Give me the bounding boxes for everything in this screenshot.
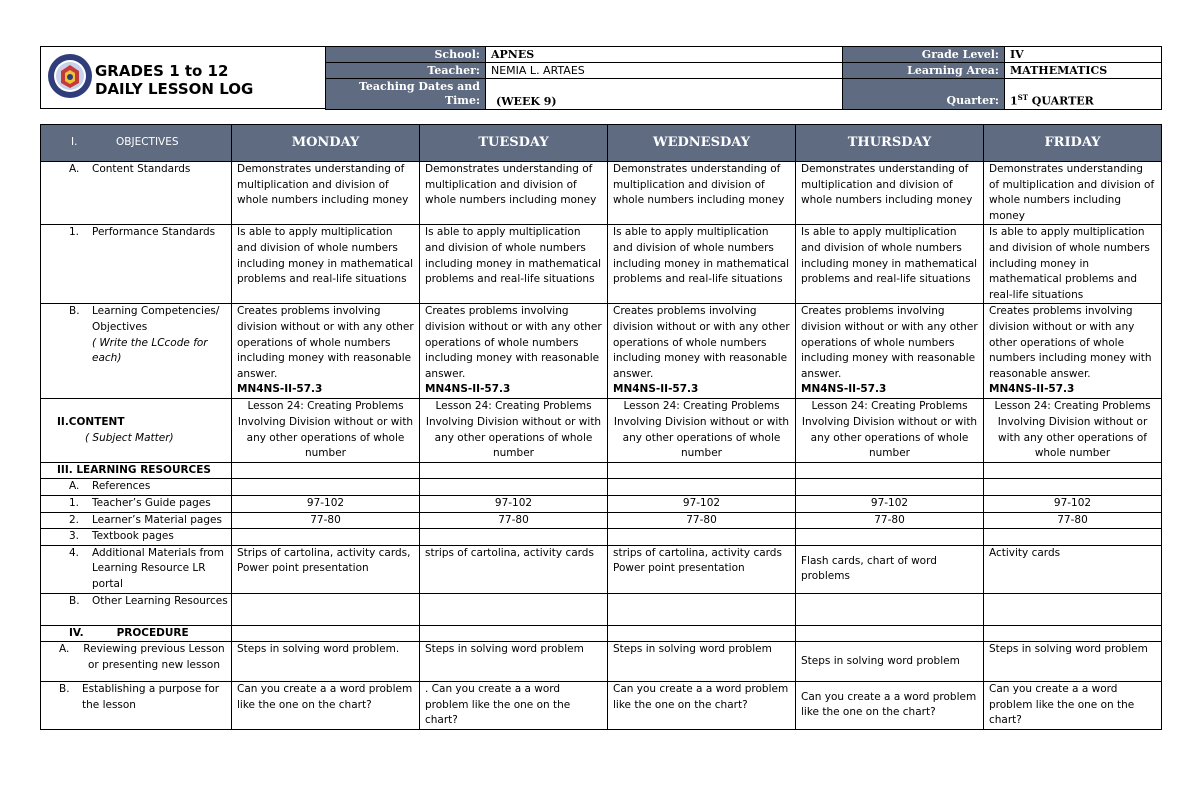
table-cell: Lesson 24: Creating Problems Involving Division without or with any other operations of whole number bbox=[796, 399, 984, 462]
reviewing-row bbox=[41, 642, 1162, 682]
competency-text: Creates problems involving division without or with any other operations of whole numbers including money with reasonable answer. bbox=[989, 305, 1152, 380]
table-cell bbox=[608, 462, 796, 479]
row-index: A. bbox=[69, 480, 80, 493]
table-cell: Steps in solving word problem. bbox=[232, 642, 420, 682]
other-resources-label bbox=[41, 593, 232, 625]
references-label bbox=[41, 479, 232, 496]
table-cell: Demonstrates understanding of multiplication and division of whole numbers including money bbox=[984, 162, 1162, 225]
table-cell bbox=[608, 529, 796, 546]
row-label: References bbox=[92, 480, 151, 493]
reviewing-label bbox=[41, 642, 232, 682]
table-cell: 97-102 bbox=[796, 495, 984, 512]
row-index: A. bbox=[69, 163, 80, 175]
table-cell bbox=[796, 625, 984, 642]
table-cell bbox=[796, 479, 984, 496]
competency-text: Creates problems involving division without or with any other operations of whole numbers including money with reasonable answer. bbox=[801, 305, 978, 380]
brand-box bbox=[40, 46, 327, 109]
row-index: 4. bbox=[69, 546, 80, 559]
quarter-text: QUARTER bbox=[1027, 95, 1094, 108]
table-cell: 77-80 bbox=[232, 512, 420, 529]
table-cell bbox=[984, 479, 1162, 496]
resources-label: III. LEARNING RESOURCES bbox=[41, 462, 232, 479]
quarter-value bbox=[1005, 79, 1162, 110]
school-label: School: bbox=[326, 47, 486, 63]
objectives-num: I. bbox=[71, 136, 78, 149]
table-cell: Can you create a a word problem like the one on the chart? bbox=[232, 682, 420, 730]
day-header-monday: MONDAY bbox=[232, 125, 420, 162]
row-index: 1. bbox=[69, 226, 80, 239]
table-cell: 77-80 bbox=[608, 512, 796, 529]
lc-code: MN4NS-II-57.3 bbox=[989, 383, 1075, 396]
table-cell: Demonstrates understanding of multiplication and division of whole numbers including money bbox=[420, 162, 608, 225]
row-label: Textbook pages bbox=[92, 530, 174, 543]
table-cell: Activity cards bbox=[984, 545, 1162, 593]
lc-code: MN4NS-II-57.3 bbox=[237, 383, 323, 396]
tg-pages-row bbox=[41, 495, 1162, 512]
table-cell: 77-80 bbox=[984, 512, 1162, 529]
quarter-label: Quarter: bbox=[843, 79, 1005, 110]
table-cell: 77-80 bbox=[420, 512, 608, 529]
lc-code: MN4NS-II-57.3 bbox=[613, 383, 699, 396]
school-value: APNES bbox=[486, 47, 843, 63]
area-label: Learning Area: bbox=[843, 63, 1005, 79]
table-cell bbox=[232, 593, 420, 625]
lm-pages-label bbox=[41, 512, 232, 529]
table-cell bbox=[420, 593, 608, 625]
table-cell bbox=[984, 304, 1162, 399]
table-cell bbox=[420, 479, 608, 496]
additional-materials-row bbox=[41, 545, 1162, 593]
table-cell bbox=[796, 462, 984, 479]
textbook-row bbox=[41, 529, 1162, 546]
row-label: Content Standards bbox=[92, 163, 191, 175]
days-header-row bbox=[41, 125, 1162, 162]
table-cell: Strips of cartolina, activity cards, Power point presentation bbox=[232, 545, 420, 593]
table-cell: Can you create a a word problem like the one on the chart? bbox=[608, 682, 796, 730]
competency-text: Creates problems involving division without or with any other operations of whole numbers including money with reasonable answer. bbox=[425, 305, 602, 380]
additional-materials-label-inner bbox=[69, 546, 228, 593]
purpose-row bbox=[41, 682, 1162, 730]
lesson-log-table bbox=[40, 124, 1162, 730]
deped-seal-icon bbox=[47, 53, 93, 99]
table-cell bbox=[984, 462, 1162, 479]
table-cell: Is able to apply multiplication and division of whole numbers including money in mathematical problems and real-life situations bbox=[984, 225, 1162, 304]
procedure-label: IV. PROCEDURE bbox=[41, 625, 232, 642]
quarter-sup: ST bbox=[1017, 93, 1028, 103]
table-cell bbox=[420, 304, 608, 399]
table-cell: Steps in solving word problem bbox=[608, 642, 796, 682]
other-resources-row bbox=[41, 593, 1162, 625]
table-cell: Lesson 24: Creating Problems Involving Division without or with any other operations of whole number bbox=[984, 399, 1162, 462]
table-cell bbox=[608, 593, 796, 625]
dates-label bbox=[326, 79, 486, 110]
table-cell bbox=[984, 625, 1162, 642]
row-label: Performance Standards bbox=[92, 226, 216, 239]
table-cell bbox=[232, 479, 420, 496]
content-row bbox=[41, 399, 1162, 462]
row-index: 1. bbox=[69, 496, 80, 509]
day-header-tuesday: TUESDAY bbox=[420, 125, 608, 162]
dates-label-line-2: Time: bbox=[444, 94, 480, 107]
table-cell bbox=[232, 625, 420, 642]
table-cell bbox=[420, 529, 608, 546]
table-cell bbox=[984, 593, 1162, 625]
competencies-line-1 bbox=[69, 304, 228, 320]
table-cell: Can you create a a word problem like the one on the chart? bbox=[796, 682, 984, 730]
competencies-row bbox=[41, 304, 1162, 399]
table-cell bbox=[608, 625, 796, 642]
performance-standards-label bbox=[41, 225, 232, 304]
quarter-num: 1 bbox=[1010, 95, 1018, 108]
grade-value: IV bbox=[1005, 47, 1162, 63]
table-cell: strips of cartolina, activity cards bbox=[420, 545, 608, 593]
table-cell: Is able to apply multiplication and division of whole numbers including money in mathematical problems and real-life situations bbox=[232, 225, 420, 304]
table-cell: 77-80 bbox=[796, 512, 984, 529]
table-cell: 97-102 bbox=[608, 495, 796, 512]
table-cell: Demonstrates understanding of multiplication and division of whole numbers including money bbox=[608, 162, 796, 225]
table-cell: Is able to apply multiplication and division of whole numbers including money in mathematical problems and real-life situations bbox=[796, 225, 984, 304]
table-cell bbox=[796, 304, 984, 399]
row-label: Learner’s Material pages bbox=[92, 513, 222, 526]
competency-text: Creates problems involving division without or with any other operations of whole numbers including money with reasonable answer. bbox=[237, 305, 414, 380]
day-header-wednesday: WEDNESDAY bbox=[608, 125, 796, 162]
table-cell bbox=[232, 529, 420, 546]
table-cell: . Can you create a a word problem like the one on the chart? bbox=[420, 682, 608, 730]
competencies-label bbox=[41, 304, 232, 399]
resources-row bbox=[41, 462, 1162, 479]
table-cell: 97-102 bbox=[984, 495, 1162, 512]
table-cell bbox=[420, 462, 608, 479]
tg-pages-label bbox=[41, 495, 232, 512]
competency-text: Creates problems involving division without or with any other operations of whole numbers including money with reasonable answer. bbox=[613, 305, 790, 380]
lc-code: MN4NS-II-57.3 bbox=[801, 383, 887, 396]
title-line-1: GRADES 1 to 12 bbox=[95, 62, 229, 80]
table-cell: strips of cartolina, activity cards Power point presentation bbox=[608, 545, 796, 593]
table-cell: 97-102 bbox=[420, 495, 608, 512]
row-index: B. bbox=[69, 305, 80, 318]
table-cell: Lesson 24: Creating Problems Involving Division without or with any other operations of whole number bbox=[420, 399, 608, 462]
table-cell: Lesson 24: Creating Problems Involving Division without or with any other operations of whole number bbox=[232, 399, 420, 462]
content-standards-label bbox=[41, 162, 232, 225]
header bbox=[40, 46, 1161, 109]
textbook-label bbox=[41, 529, 232, 546]
table-cell bbox=[420, 625, 608, 642]
table-cell bbox=[984, 529, 1162, 546]
row-index: B. bbox=[59, 683, 70, 696]
content-standards-row bbox=[41, 162, 1162, 225]
other-resources-label-inner bbox=[69, 594, 228, 610]
table-cell bbox=[232, 304, 420, 399]
table-cell: Steps in solving word problem bbox=[420, 642, 608, 682]
day-header-thursday: THURSDAY bbox=[796, 125, 984, 162]
performance-standards-row bbox=[41, 225, 1162, 304]
content-note: ( Subject Matter) bbox=[85, 431, 174, 444]
row-label: Learning Competencies/ bbox=[92, 305, 220, 318]
page-title bbox=[95, 62, 253, 98]
row-index: B. bbox=[69, 594, 80, 607]
row-index: 3. bbox=[69, 530, 80, 543]
table-cell: Demonstrates understanding of multiplication and division of whole numbers including money bbox=[232, 162, 420, 225]
table-cell: Can you create a a word problem like the one on the chart? bbox=[984, 682, 1162, 730]
teacher-value: NEMIA L. ARTAES bbox=[486, 63, 843, 79]
row-label: Additional Materials from Learning Resource LR portal bbox=[92, 546, 224, 590]
table-cell: Steps in solving word problem bbox=[984, 642, 1162, 682]
purpose-label-inner bbox=[59, 682, 226, 713]
row-label: Establishing a purpose for the lesson bbox=[82, 683, 220, 711]
additional-materials-label bbox=[41, 545, 232, 593]
table-cell: Flash cards, chart of word problems bbox=[796, 545, 984, 593]
title-line-2: DAILY LESSON LOG bbox=[95, 80, 254, 98]
lc-code: MN4NS-II-57.3 bbox=[425, 383, 511, 396]
content-title: II.CONTENT bbox=[57, 415, 125, 428]
dates-value bbox=[486, 79, 843, 110]
grade-label: Grade Level: bbox=[843, 47, 1005, 63]
area-value: MATHEMATICS bbox=[1005, 63, 1162, 79]
row-index: A. bbox=[59, 643, 70, 656]
competencies-note: ( Write the LCcode for each) bbox=[92, 336, 208, 365]
references-row bbox=[41, 479, 1162, 496]
info-table bbox=[325, 46, 1162, 110]
dates-label-line-1: Teaching Dates and bbox=[358, 80, 480, 93]
row-label: Reviewing previous Lesson or presenting new lesson bbox=[83, 643, 225, 671]
table-cell: Is able to apply multiplication and division of whole numbers including money in mathematical problems and real-life situations bbox=[608, 225, 796, 304]
table-cell bbox=[608, 304, 796, 399]
dates-value-text: (WEEK 9) bbox=[496, 95, 557, 108]
table-cell: 97-102 bbox=[232, 495, 420, 512]
row-label: Teacher’s Guide pages bbox=[92, 496, 211, 509]
table-cell bbox=[796, 593, 984, 625]
competencies-line-2: Objectives bbox=[92, 320, 148, 333]
table-cell: Steps in solving word problem bbox=[796, 642, 984, 682]
teacher-label: Teacher: bbox=[326, 63, 486, 79]
table-cell: Lesson 24: Creating Problems Involving Division without or with any other operations of whole number bbox=[608, 399, 796, 462]
table-cell bbox=[608, 479, 796, 496]
day-header-friday: FRIDAY bbox=[984, 125, 1162, 162]
objectives-label: OBJECTIVES bbox=[116, 136, 179, 149]
table-cell: Demonstrates understanding of multiplication and division of whole numbers including money bbox=[796, 162, 984, 225]
content-label bbox=[41, 399, 232, 462]
table-cell bbox=[232, 462, 420, 479]
row-label: Other Learning Resources bbox=[92, 594, 228, 607]
table-cell bbox=[796, 529, 984, 546]
lm-pages-row bbox=[41, 512, 1162, 529]
procedure-row bbox=[41, 625, 1162, 642]
objectives-header bbox=[41, 125, 232, 162]
purpose-label bbox=[41, 682, 232, 730]
table-cell: Is able to apply multiplication and division of whole numbers including money in mathematical problems and real-life situations bbox=[420, 225, 608, 304]
row-index: 2. bbox=[69, 513, 80, 526]
reviewing-label-inner bbox=[59, 642, 226, 673]
